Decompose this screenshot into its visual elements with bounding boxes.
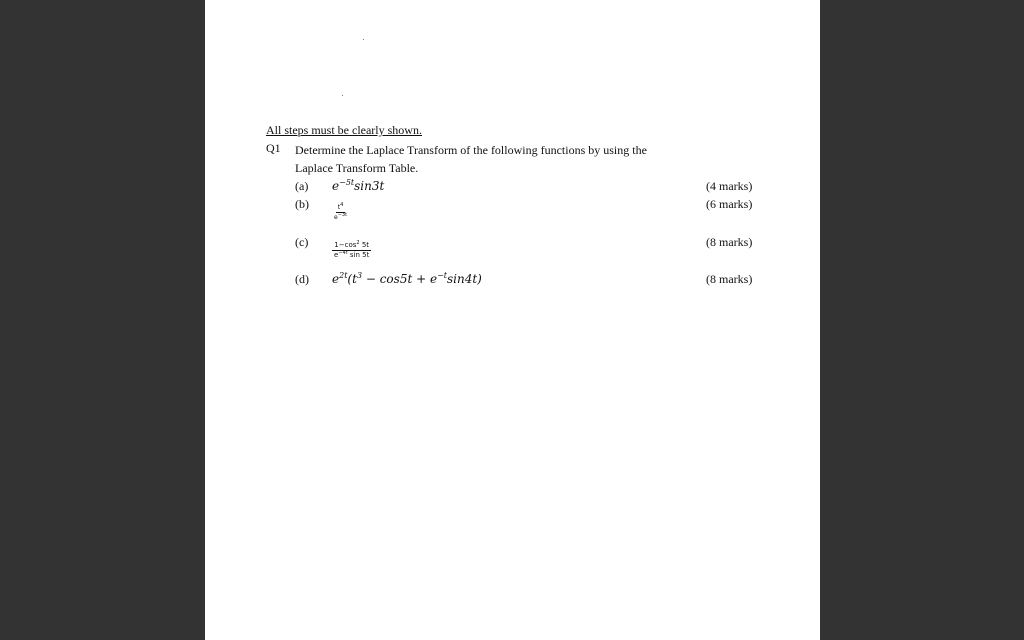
part-c-numerator: $1-\cos^2$ 5t bbox=[334, 240, 370, 249]
document-page bbox=[205, 0, 820, 640]
part-d-marks: (8 marks) bbox=[706, 272, 753, 286]
page-content bbox=[205, 0, 820, 640]
part-c-marks: (8 marks) bbox=[706, 235, 753, 249]
part-b-marks: (6 marks) bbox=[706, 197, 753, 211]
question-text: Determine the Laplace Transform of the following functions by using the Laplace Transform Table. bbox=[295, 143, 647, 175]
instruction-text: All steps must be clearly shown. bbox=[266, 123, 422, 137]
part-b-fraction bbox=[332, 203, 349, 222]
part-c-denominator: $e^{-4t}$ sin 5t bbox=[334, 250, 370, 259]
part-a-label: (a) bbox=[295, 179, 309, 193]
part-a-marks: (4 marks) bbox=[706, 179, 753, 193]
part-c-label: (c) bbox=[295, 235, 309, 249]
part-d-expression: $e^{2t}(t^3 - \cos 5t + e^{-t}\sin 4t)$ bbox=[332, 271, 482, 286]
part-b-numerator: $t^4$ bbox=[337, 202, 344, 211]
part-b-label: (b) bbox=[295, 197, 309, 211]
part-d-label: (d) bbox=[295, 272, 309, 286]
part-a-expression: $e^{-5t}\sin 3t$ bbox=[332, 178, 385, 193]
part-b-denominator: $e^{-3t}$ bbox=[334, 212, 348, 221]
part-c-fraction bbox=[332, 241, 371, 260]
question-number: Q1 bbox=[266, 141, 281, 155]
